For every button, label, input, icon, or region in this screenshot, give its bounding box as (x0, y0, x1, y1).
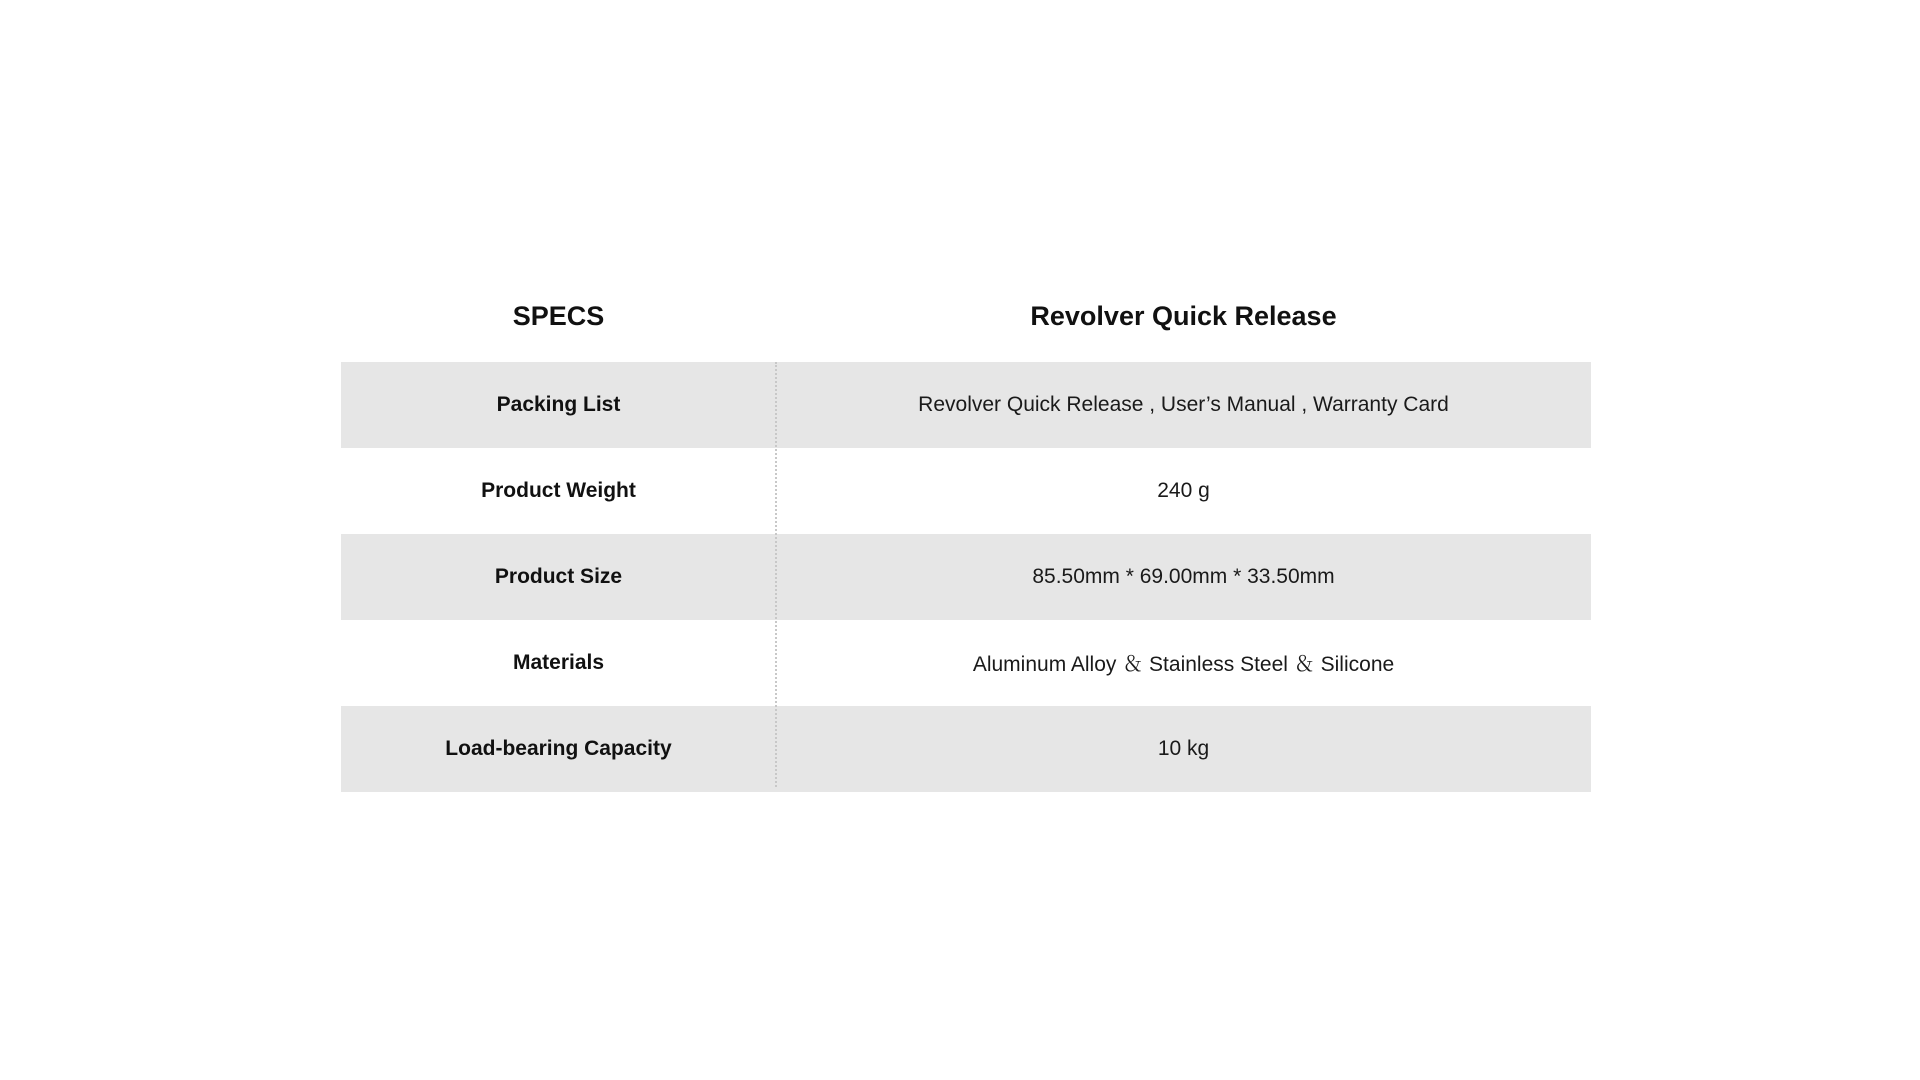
row-value: Aluminum Alloy ＆ Stainless Steel ＆ Silicone (972, 653, 1395, 676)
row-label: Materials (512, 651, 605, 674)
row-label: Product Size (494, 565, 623, 588)
table-row-materials (341, 620, 1591, 706)
table-row-packing-list (341, 362, 1591, 448)
row-value: 10 kg (1157, 737, 1210, 760)
specs-table (341, 270, 1591, 792)
table-row-product-weight (341, 448, 1591, 534)
column-divider (775, 362, 777, 787)
table-body (341, 362, 1591, 792)
row-value: Revolver Quick Release , User’s Manual , Warranty Card (918, 393, 1449, 416)
row-value: 85.50mm * 69.00mm * 33.50mm (1032, 565, 1335, 588)
row-label: Packing List (496, 393, 621, 416)
row-value: 240 g (1157, 479, 1210, 502)
table-header (341, 270, 1591, 362)
table-row-product-size (341, 534, 1591, 620)
specs-heading: SPECS (512, 300, 605, 331)
table-row-load-bearing-capacity (341, 706, 1591, 792)
row-label: Product Weight (481, 479, 636, 502)
product-name-heading: Revolver Quick Release (1030, 300, 1337, 331)
row-label: Load-bearing Capacity (445, 737, 672, 760)
